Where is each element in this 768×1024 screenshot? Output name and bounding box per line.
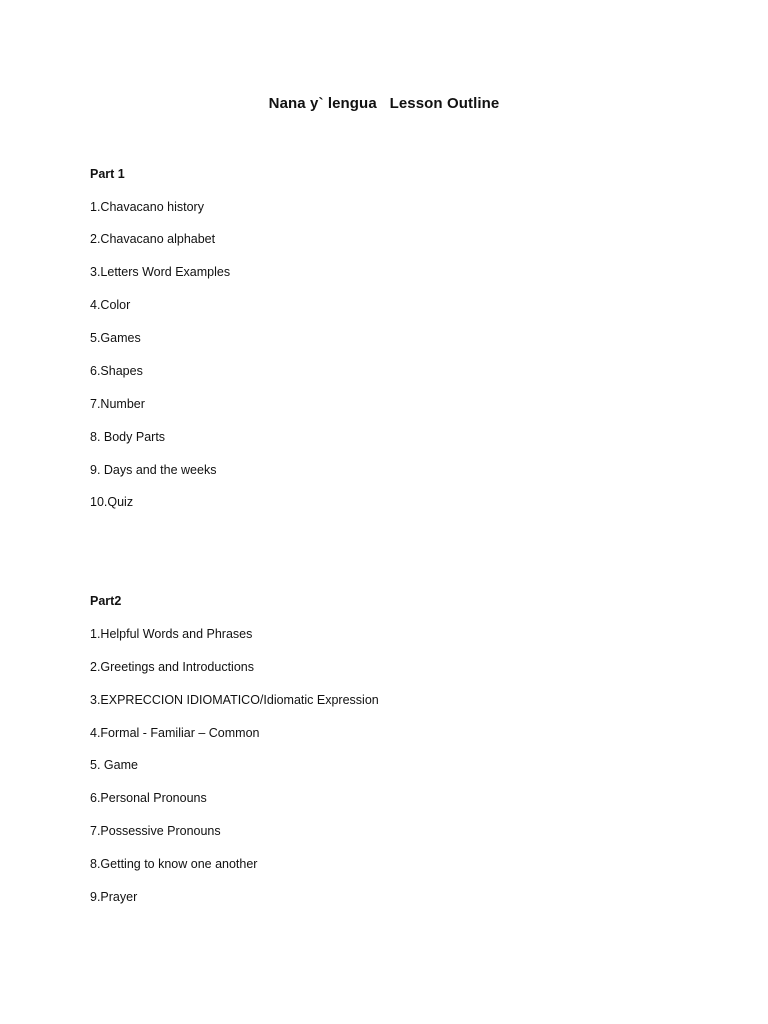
part1-item: 5.Games bbox=[90, 331, 141, 345]
part1-item: 6.Shapes bbox=[90, 364, 143, 378]
part1-item: 8. Body Parts bbox=[90, 430, 166, 444]
part2-item: 3.EXPRECCION IDIOMATICO/Idiomatic Expression bbox=[90, 693, 379, 707]
part1-item: 7.Number bbox=[90, 397, 145, 411]
part1-item: 9. Days and the weeks bbox=[90, 463, 217, 477]
part2-item: 2.Greetings and Introductions bbox=[90, 660, 254, 674]
document-title: Nana y` lengua Lesson Outline bbox=[268, 95, 500, 112]
part2-heading: Part2 bbox=[90, 594, 122, 608]
part2-item: 8.Getting to know one another bbox=[90, 857, 258, 871]
part2-item: 5. Game bbox=[90, 758, 138, 772]
part2-item: 1.Helpful Words and Phrases bbox=[90, 627, 253, 641]
part1-item: 3.Letters Word Examples bbox=[90, 265, 231, 279]
part1-item: 2.Chavacano alphabet bbox=[90, 232, 216, 246]
part2-item: 6.Personal Pronouns bbox=[90, 791, 207, 805]
part1-heading: Part 1 bbox=[90, 167, 125, 181]
part2-item: 7.Possessive Pronouns bbox=[90, 824, 221, 838]
part2-item: 9.Prayer bbox=[90, 890, 138, 904]
part1-item: 10.Quiz bbox=[90, 495, 134, 509]
part1-item: 4.Color bbox=[90, 298, 131, 312]
part2-item: 4.Formal - Familiar – Common bbox=[90, 726, 260, 740]
part1-item: 1.Chavacano history bbox=[90, 200, 204, 214]
